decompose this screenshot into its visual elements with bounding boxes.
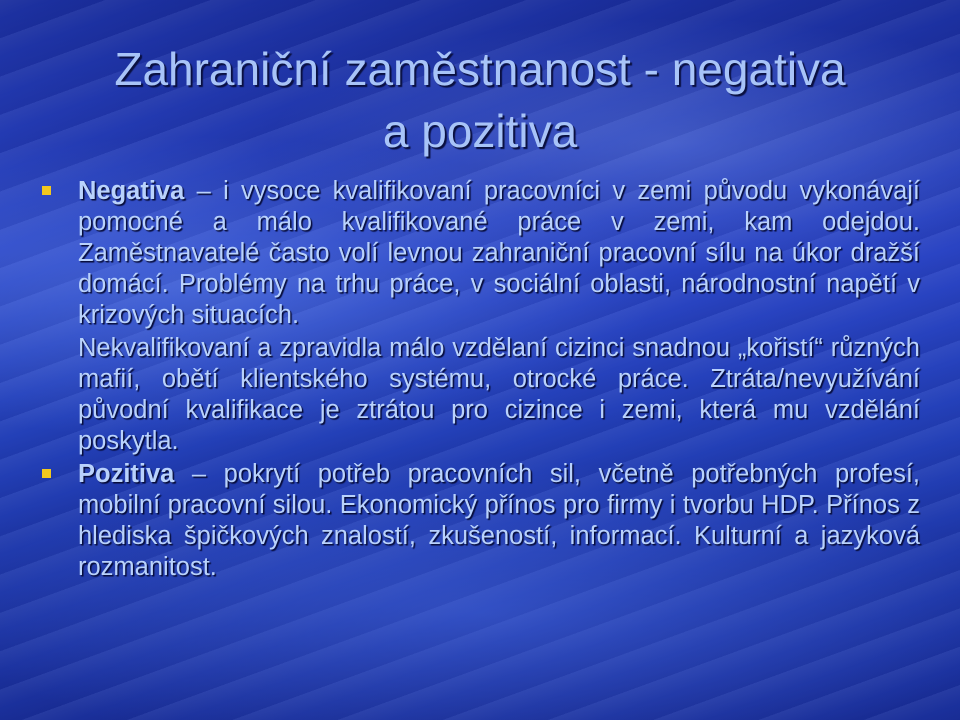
slide-body: [40, 176, 920, 583]
bullet-label-negativa: Negativa: [78, 177, 185, 205]
bullet-text-pozitiva: – pokrytí potřeb pracovních sil, včetně potřebných profesí, mobilní pracovní silou. Ekonomický přínos pro firmy i tvorbu HDP. Přínos z hlediska špičkových znalostí, zkušeností, informací. Kulturní a jazyková rozmanitost.: [78, 460, 920, 581]
square-bullet-icon: [42, 469, 51, 478]
slide-title-line-1: Zahraniční zaměstnanost - negativa: [114, 43, 846, 95]
continuation-text: Nekvalifikovaní a zpravidla málo vzdělaní cizinci snadnou „kořistí“ různých mafií, obětí klientského systému, otrocké práce. Ztráta/nevyužívání původní kvalifikace je ztrátou pro cizince i zemi, která mu vzdělání poskytla.: [78, 334, 920, 455]
bullet-item-negativa: [40, 176, 920, 331]
continuation-paragraph: [40, 333, 920, 457]
square-bullet-icon: [42, 186, 51, 195]
bullet-label-pozitiva: Pozitiva: [78, 460, 175, 488]
slide-title-line-2: a pozitiva: [382, 105, 578, 157]
slide-title: [0, 38, 960, 162]
bullet-text-negativa: – i vysoce kvalifikovaní pracovníci v zemi původu vykonávají pomocné a málo kvalifikované práce v zemi, kam odejdou. Zaměstnavatelé často volí levnou zahraniční pracovní sílu na úkor dražší domácí. Problémy na trhu práce, v sociální oblasti, národnostní napětí v krizových situacích.: [78, 177, 920, 329]
bullet-item-pozitiva: [40, 459, 920, 583]
bullet-paragraph: [78, 459, 920, 583]
bullet-paragraph: [78, 176, 920, 331]
